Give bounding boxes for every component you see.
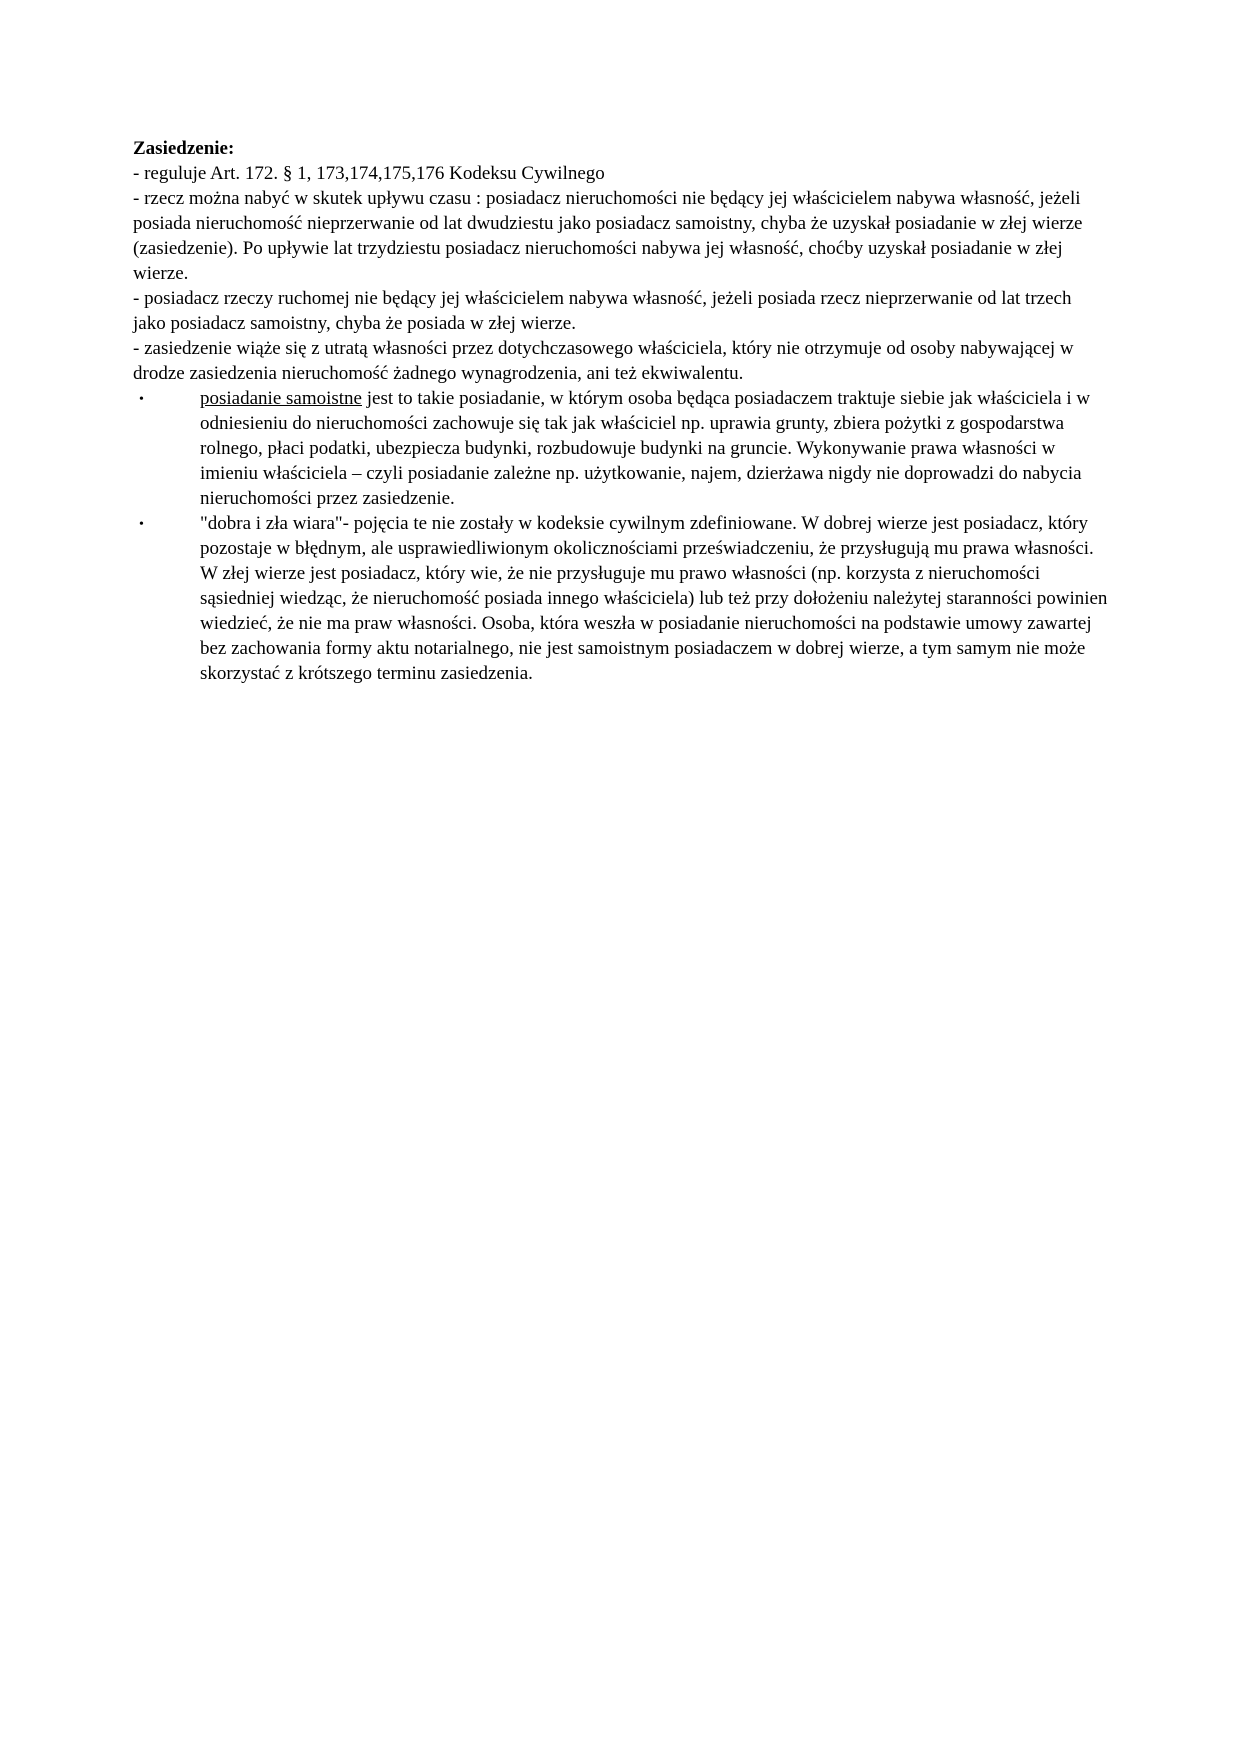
bullet-list [133,386,1108,686]
paragraph-loss-of-ownership: - zasiedzenie wiąże się z utratą własności przez dotychczasowego właściciela, który nie otrzymuje od osoby nabywającej w drodze zasiedzenia nieruchomość żadnego wynagrodzenia, ani też ekwiwalentu. [133,338,1074,384]
bullet-marker: • [139,517,144,532]
bullet-item-posiadanie-samoistne [133,386,1108,511]
bullet-text: "dobra i zła wiara"- pojęcia te nie zostały w kodeksie cywilnym zdefiniowane. W dobrej wierze jest posiadacz, który pozostaje w błędnym, ale usprawiedliwionym okolicznościami przeświadczeniu, że przysługują mu prawa własności. W złej wierze jest posiadacz, który wie, że nie przysługuje mu prawo własności (np. korzysta z nieruchomości sąsiedniej wiedząc, że nieruchomość posiada innego właściciela) lub też przy dołożeniu należytej staranności powinien wiedzieć, że nie ma praw własności. Osoba, która weszła w posiadanie nieruchomości na podstawie umowy zawartej bez zachowania formy aktu notarialnego, nie jest samoistnym posiadaczem w dobrej wierze, a tym samym nie może skorzystać z krótszego terminu zasiedzenia. [200,513,1108,684]
paragraph-movable-property: - posiadacz rzeczy ruchomej nie będący jej właścicielem nabywa własność, jeżeli posiada rzecz nieprzerwanie od lat trzech jako posiadacz samoistny, chyba że posiada w złej wierze. [133,288,1072,334]
document-content [133,136,1108,686]
document-heading: Zasiedzenie: [133,138,235,159]
bullet-lead-underlined: posiadanie samoistne [200,388,362,409]
bullet-text: jest to takie posiadanie, w którym osoba będąca posiadaczem traktuje siebie jak właściciela i w odniesieniu do nieruchomości zachowuje się tak jak właściciel np. uprawia grunty, zbiera pożytki z gospodarstwa rolnego, płaci podatki, ubezpiecza budynki, rozbudowuje budynki na gruncie. Wykonywanie prawa własności w imieniu właściciela – czyli posiadanie zależne np. użytkowanie, najem, dzierżawa nigdy nie doprowadzi do nabycia nieruchomości przez zasiedzenie. [200,388,1091,509]
paragraph-regulation: - reguluje Art. 172. § 1, 173,174,175,176 Kodeksu Cywilnego [133,163,605,184]
bullet-marker: • [139,392,144,407]
bullet-item-dobra-zla-wiara [133,511,1108,686]
paragraph-acquisition-by-time: - rzecz można nabyć w skutek upływu czasu : posiadacz nieruchomości nie będący jej właścicielem nabywa własność, jeżeli posiada nieruchomość nieprzerwanie od lat dwudziestu jako posiadacz samoistny, chyba że uzyskał posiadanie w złej wierze (zasiedzenie). Po upływie lat trzydziestu posiadacz nieruchomości nabywa jej własność, choćby uzyskał posiadanie w złej wierze. [133,188,1083,284]
